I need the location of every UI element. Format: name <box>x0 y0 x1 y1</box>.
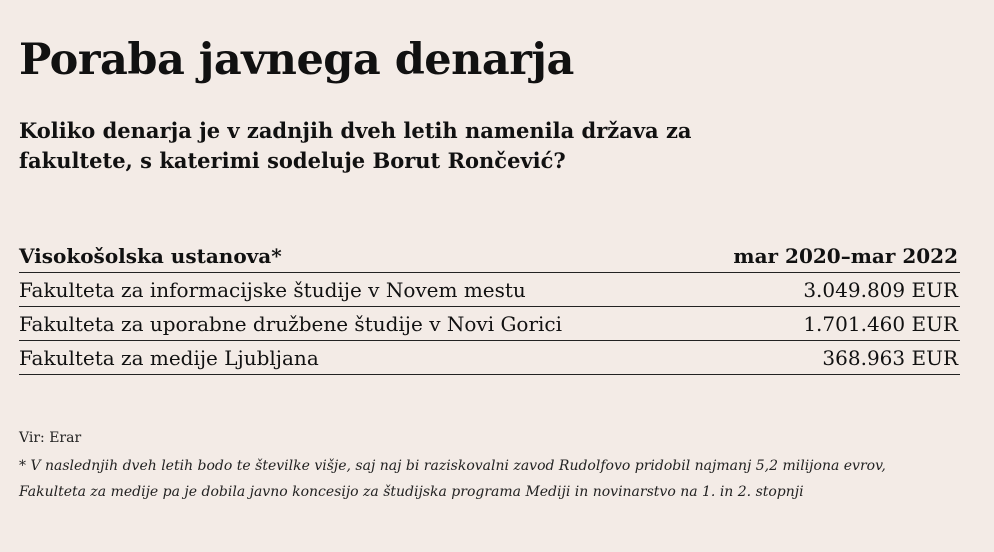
table-row <box>19 307 960 341</box>
page-title: Poraba javnega denarja <box>19 35 574 85</box>
column-header-period: mar 2020–mar 2022 <box>733 243 958 268</box>
page-subtitle: Koliko denarja je v zadnjih dveh letih namenila država za fakultete, s katerimi sodeluje Borut Rončević? <box>19 118 692 173</box>
spending-table <box>19 239 960 375</box>
institution-name: Fakulteta za informacijske študije v Novem mestu <box>19 277 526 302</box>
institution-name: Fakulteta za medije Ljubljana <box>19 345 319 370</box>
table-row <box>19 341 960 375</box>
source-note: Vir: Erar <box>19 430 82 446</box>
table-row <box>19 273 960 307</box>
amount-value: 3.049.809 EUR <box>803 277 958 302</box>
table-header-row <box>19 239 960 273</box>
column-header-institution: Visokošolska ustanova* <box>19 243 282 268</box>
amount-value: 368.963 EUR <box>822 345 958 370</box>
amount-value: 1.701.460 EUR <box>803 311 958 336</box>
footnote: * V naslednjih dveh letih bodo te številke višje, saj naj bi raziskovalni zavod Rudolfovo pridobil najmanj 5,2 milijona evrov, Fakulteta za medije pa je dobila javno koncesijo za študijska programa Mediji in novinarstvo na 1. in 2. stopnji <box>19 458 886 500</box>
institution-name: Fakulteta za uporabne družbene študije v Novi Gorici <box>19 311 563 336</box>
